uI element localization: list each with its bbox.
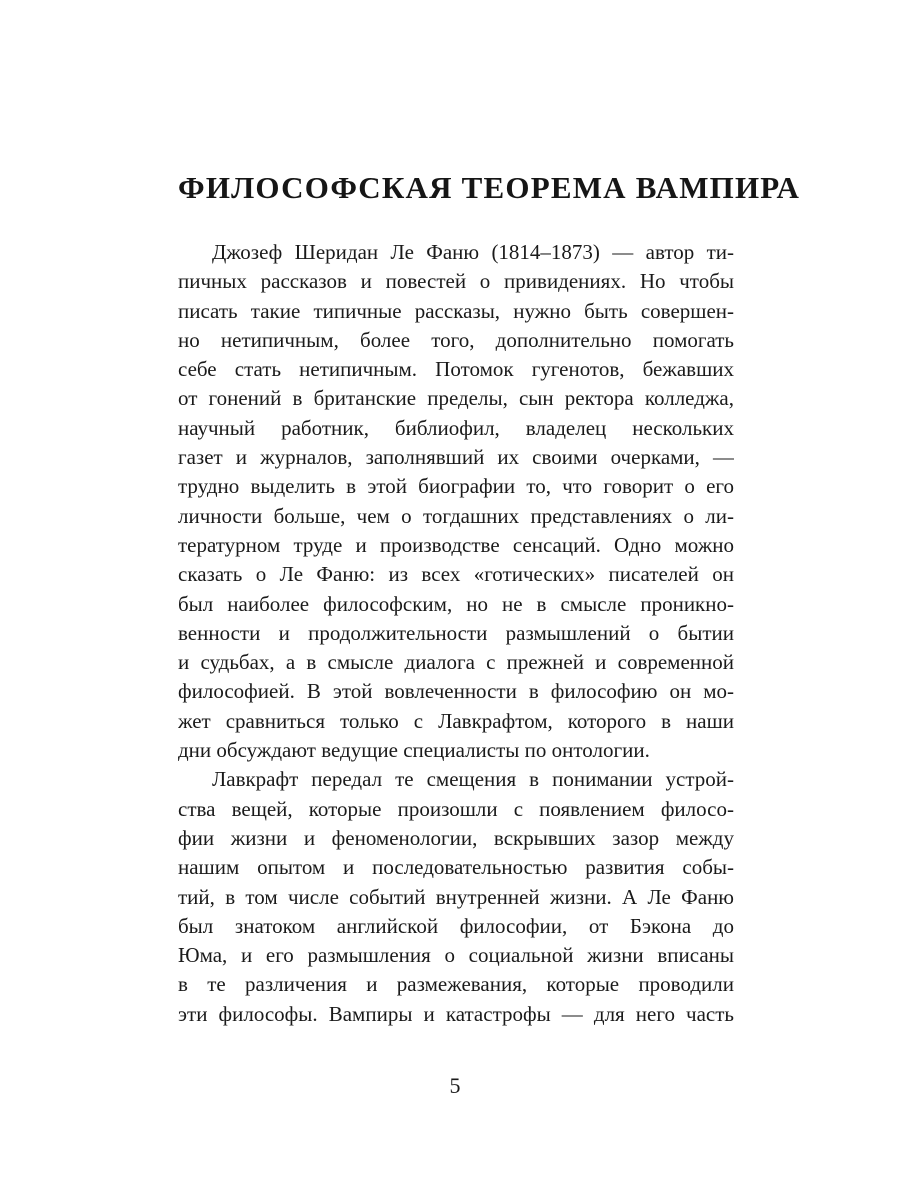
text-line: ства вещей, которые произошли с появлением филосо- (178, 796, 734, 821)
text-line: дни обсуждают ведущие специалисты по онтологии. (178, 738, 650, 763)
text-line: тературном труде и производстве сенсаций. Одно можно (178, 532, 734, 557)
text-line: себе стать нетипичным. Потомок гугенотов, бежавших (178, 357, 734, 382)
paragraph-2 (178, 765, 734, 1029)
text-line: газет и журналов, заполнявший их своими очерками, — (178, 445, 734, 470)
text-line: венности и продолжительности размышлений о бытии (178, 620, 734, 645)
text-line: был наиболее философским, но не в смысле проникно- (178, 591, 734, 616)
text-line: и судьбах, а в смысле диалога с прежней и современной (178, 650, 734, 675)
paragraph-1 (178, 238, 734, 765)
text-line: философией. В этой вовлеченности в философию он мо- (178, 679, 734, 704)
text-line: трудно выделить в этой биографии то, что говорит о его (178, 474, 734, 499)
text-line: Лавкрафт передал те смещения в понимании устрой- (212, 767, 734, 792)
text-line: писать такие типичные рассказы, нужно быть совершен- (178, 298, 734, 323)
text-line: Юма, и его размышления о социальной жизни вписаны (178, 943, 734, 968)
text-line: личности больше, чем о тогдашних представлениях о ли- (178, 503, 734, 528)
text-line: в те различения и размежевания, которые проводили (178, 972, 734, 997)
text-line: был знатоком английской философии, от Бэкона до (178, 913, 734, 938)
text-line: нашим опытом и последовательностью развития собы- (178, 855, 734, 880)
body-text (178, 238, 734, 1029)
text-line: тий, в том числе событий внутренней жизни. А Ле Фаню (178, 884, 734, 909)
page-number: 5 (449, 1073, 461, 1098)
text-line: пичных рассказов и повестей о привидениях. Но чтобы (178, 269, 734, 294)
text-line: сказать о Ле Фаню: из всех «готических» писателей он (178, 562, 734, 587)
text-line: фии жизни и феноменологии, вскрывших зазор между (178, 825, 734, 850)
text-line: от гонений в британские пределы, сын ректора колледжа, (178, 386, 734, 411)
text-line: эти философы. Вампиры и катастрофы — для него часть (178, 1001, 734, 1026)
text-line: но нетипичным, более того, дополнительно помогать (178, 327, 734, 352)
chapter-title: ФИЛОСОФСКАЯ ТЕОРЕМА ВАМПИРА (178, 170, 801, 205)
text-line: научный работник, библиофил, владелец нескольких (178, 415, 734, 440)
text-line: Джозеф Шеридан Ле Фаню (1814–1873) — автор ти- (212, 240, 734, 264)
text-line: жет сравниться только с Лавкрафтом, которого в наши (178, 708, 734, 733)
